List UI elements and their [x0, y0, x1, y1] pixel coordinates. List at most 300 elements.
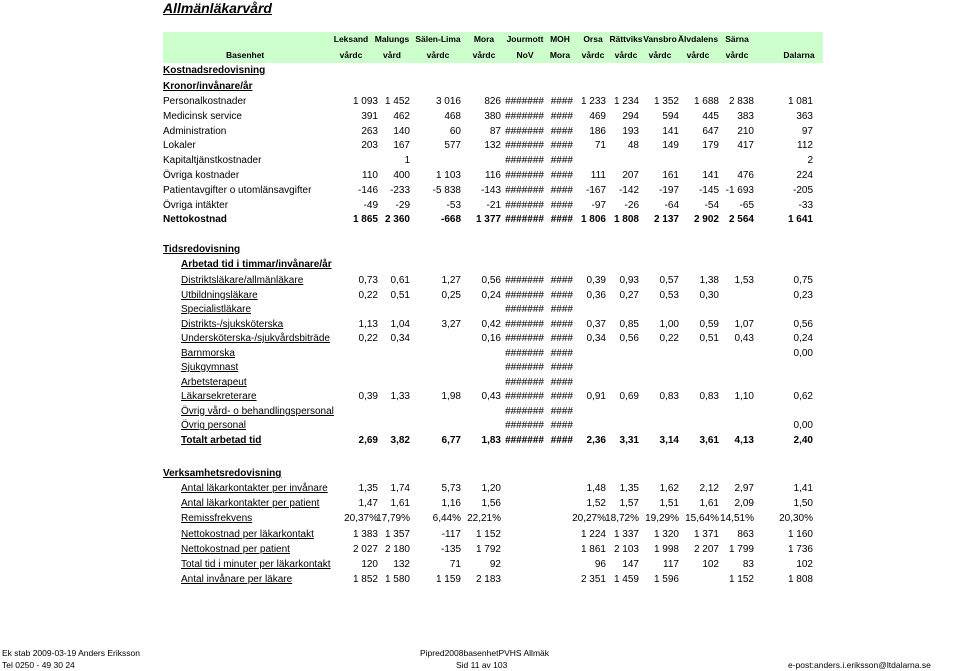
- table-cell: -117: [441, 528, 461, 540]
- row-label: Sjukgymnast: [181, 362, 239, 373]
- table-cell: 1,48: [586, 483, 606, 494]
- table-cell: 224: [796, 170, 813, 181]
- column-header: Vansbro: [643, 34, 677, 44]
- footer-phone: Tel 0250 - 49 30 24: [2, 660, 75, 670]
- table-cell: ####: [550, 155, 573, 167]
- table-cell: 20,27%: [572, 513, 606, 525]
- table-cell: 15,64%: [685, 513, 719, 525]
- table-cell: 110: [362, 170, 378, 181]
- column-subheader: Mora: [549, 50, 571, 60]
- table-cell: 1,07: [734, 318, 754, 330]
- row-label: Nettokostnad per läkarkontakt: [181, 528, 314, 540]
- table-cell: 1 377: [475, 214, 501, 226]
- table-cell: -5 838: [432, 184, 461, 196]
- table-cell: -49: [363, 199, 378, 211]
- table-cell: -135: [440, 543, 461, 555]
- table-cell: 2 838: [728, 96, 754, 107]
- column-header: Rättviks: [609, 34, 643, 44]
- table-cell: 1,62: [659, 483, 679, 494]
- kostnad-section-subtitle: Kronor/invånare/år: [163, 81, 253, 92]
- row-label: Lokaler: [163, 140, 196, 152]
- table-cell: -54: [704, 199, 719, 211]
- column-subheader: vårdc: [614, 50, 638, 60]
- table-cell: -142: [618, 184, 639, 196]
- footer-email: e-post:anders.i.eriksson@ltdalarna.se: [788, 660, 931, 670]
- table-cell: 1 808: [787, 574, 813, 586]
- column-subheader: Dalarna: [783, 50, 815, 60]
- table-cell: 1,61: [699, 498, 719, 510]
- column-header: MOH: [550, 34, 570, 44]
- row-label: Barnmorska: [181, 347, 235, 359]
- table-cell: 87: [489, 125, 501, 137]
- table-cell: ####: [550, 376, 573, 388]
- row-label: Läkarsekreterare: [181, 391, 257, 402]
- table-cell: 1 852: [352, 574, 378, 586]
- table-cell: 186: [589, 125, 606, 137]
- table-cell: 147: [622, 559, 639, 570]
- row-label: Personalkostnader: [163, 96, 247, 107]
- table-cell: 1 736: [787, 543, 813, 555]
- table-cell: #######: [505, 289, 544, 301]
- table-cell: 363: [796, 110, 813, 122]
- table-cell: -21: [486, 199, 501, 211]
- table-cell: ####: [550, 333, 573, 344]
- row-label: Medicinsk service: [163, 110, 242, 122]
- table-cell: 0,22: [358, 289, 378, 301]
- column-header: Älvdalens: [677, 34, 719, 44]
- table-cell: 3,61: [699, 434, 719, 446]
- table-cell: 294: [622, 110, 639, 122]
- table-cell: 1 459: [613, 574, 639, 586]
- table-cell: ####: [550, 140, 573, 152]
- table-cell: 1 234: [613, 96, 639, 107]
- column-header: Särna: [725, 34, 749, 44]
- table-cell: 0,43: [481, 391, 501, 402]
- table-cell: 96: [594, 559, 606, 570]
- table-cell: 0,39: [586, 275, 606, 286]
- table-cell: #######: [505, 140, 544, 152]
- table-cell: 1,61: [390, 498, 410, 510]
- table-cell: 0,51: [390, 289, 410, 301]
- table-cell: #######: [505, 170, 544, 181]
- table-cell: -97: [591, 199, 606, 211]
- table-cell: 2 207: [693, 543, 719, 555]
- footer-file: Pipred2008basenhetPVHS Allmäk: [420, 648, 549, 658]
- table-cell: 22,21%: [467, 513, 501, 525]
- column-subheader: vårdc: [725, 50, 749, 60]
- table-cell: 1,57: [619, 498, 639, 510]
- table-cell: #######: [505, 420, 544, 431]
- row-label: Antal invånare per läkare: [181, 574, 293, 586]
- table-cell: 48: [627, 140, 639, 152]
- table-cell: 263: [361, 125, 378, 137]
- row-label: Kapitaltjänstkostnader: [163, 155, 262, 167]
- table-cell: 1 224: [580, 528, 606, 540]
- table-cell: 0,91: [586, 391, 606, 402]
- table-cell: 149: [662, 140, 679, 152]
- tid-section-subtitle: Arbetad tid i timmar/invånare/år: [181, 259, 332, 270]
- table-cell: 1 861: [580, 543, 606, 555]
- table-cell: #######: [505, 155, 544, 167]
- row-label: Övrig vård- o behandlingspersonal: [181, 405, 334, 417]
- table-cell: 193: [622, 125, 639, 137]
- table-cell: 2 103: [613, 543, 639, 555]
- table-cell: 2,40: [793, 434, 813, 446]
- table-cell: 20,37%: [344, 513, 378, 525]
- table-cell: 3 016: [435, 96, 461, 107]
- table-cell: 417: [737, 140, 754, 152]
- row-label: Övriga intäkter: [163, 199, 229, 211]
- table-cell: 14,51%: [720, 513, 754, 525]
- column-subheader: vårdc: [648, 50, 672, 60]
- table-cell: 207: [622, 170, 639, 181]
- table-cell: 2 137: [653, 214, 679, 226]
- table-cell: 1,53: [734, 275, 754, 286]
- column-subheader: vårdc: [686, 50, 710, 60]
- table-cell: 1 865: [352, 214, 378, 226]
- row-label: Totalt arbetad tid: [181, 434, 262, 446]
- table-cell: 1 093: [352, 96, 378, 107]
- table-cell: 1 337: [613, 528, 639, 540]
- table-cell: 60: [449, 125, 461, 137]
- table-cell: 0,37: [586, 318, 606, 330]
- table-cell: 141: [702, 170, 719, 181]
- table-cell: 468: [444, 110, 461, 122]
- table-cell: 1 081: [787, 96, 813, 107]
- table-cell: 2: [807, 155, 813, 167]
- table-cell: 0,56: [619, 333, 639, 344]
- table-cell: 0,39: [358, 391, 378, 402]
- table-cell: 2,12: [699, 483, 719, 494]
- table-cell: 0,23: [793, 289, 813, 301]
- table-cell: 111: [590, 170, 606, 181]
- table-cell: 1 233: [580, 96, 606, 107]
- table-cell: #######: [505, 184, 544, 196]
- row-label: Antal läkarkontakter per invånare: [181, 483, 328, 494]
- column-header: Mora: [473, 34, 495, 44]
- table-cell: 1,98: [441, 391, 461, 402]
- table-cell: 1 452: [384, 96, 410, 107]
- table-cell: 1 383: [352, 528, 378, 540]
- table-cell: ####: [550, 391, 573, 402]
- table-cell: ####: [550, 289, 573, 301]
- tid-section-title: Tidsredovisning: [163, 244, 241, 255]
- table-cell: 2,69: [358, 434, 378, 446]
- table-cell: #######: [505, 347, 544, 359]
- table-cell: 0,30: [699, 289, 719, 301]
- table-cell: 0,59: [699, 318, 719, 330]
- table-cell: 1,04: [390, 318, 410, 330]
- column-subheader: vård: [383, 50, 401, 60]
- column-header: Orsa: [583, 34, 603, 44]
- table-cell: 117: [663, 559, 679, 570]
- table-cell: 0,43: [734, 333, 754, 344]
- row-label: Total tid i minuter per läkarkontakt: [181, 559, 331, 570]
- table-cell: 112: [797, 140, 813, 152]
- table-cell: 0,42: [481, 318, 501, 330]
- table-cell: 71: [449, 559, 461, 570]
- table-cell: 0,57: [659, 275, 679, 286]
- table-cell: 594: [662, 110, 679, 122]
- table-cell: 400: [393, 170, 410, 181]
- table-cell: 0,93: [619, 275, 639, 286]
- table-cell: 1 792: [475, 543, 501, 555]
- table-cell: 1: [404, 155, 410, 167]
- table-cell: 1 103: [435, 170, 461, 181]
- table-cell: 2 564: [728, 214, 754, 226]
- table-cell: -64: [664, 199, 679, 211]
- table-cell: 476: [737, 170, 754, 181]
- table-cell: #######: [505, 333, 544, 344]
- table-cell: 1 688: [693, 96, 719, 107]
- table-cell: 380: [484, 110, 501, 122]
- column-header: Malungs: [374, 34, 410, 44]
- verksamhet-section-title: Verksamhetsredovisning: [163, 468, 282, 479]
- table-cell: 2 180: [384, 543, 410, 555]
- row-label: Remissfrekvens: [181, 513, 253, 525]
- row-label: Arbetsterapeut: [181, 376, 247, 388]
- table-cell: #######: [505, 304, 544, 315]
- table-cell: 1,00: [659, 318, 679, 330]
- table-cell: #######: [505, 275, 544, 286]
- table-cell: 0,27: [619, 289, 639, 301]
- table-cell: ####: [550, 434, 573, 446]
- table-cell: -197: [658, 184, 679, 196]
- table-cell: #######: [505, 214, 544, 226]
- table-cell: 0,24: [481, 289, 501, 301]
- table-cell: 0,51: [699, 333, 719, 344]
- table-cell: 826: [484, 96, 501, 107]
- table-cell: #######: [505, 362, 544, 373]
- table-cell: 1,10: [734, 391, 754, 402]
- page-title: Allmänläkarvård: [163, 0, 272, 16]
- table-cell: 1,41: [793, 483, 813, 494]
- table-cell: 1,47: [358, 498, 378, 510]
- table-cell: 132: [484, 140, 501, 152]
- table-cell: 6,44%: [432, 513, 461, 525]
- table-cell: 0,53: [659, 289, 679, 301]
- row-label: Patientavgifter o utomlänsavgifter: [163, 184, 312, 196]
- table-cell: 383: [737, 110, 754, 122]
- table-cell: #######: [505, 110, 544, 122]
- table-cell: ####: [550, 214, 573, 226]
- table-cell: 462: [393, 110, 410, 122]
- row-label: Undersköterska-/sjukvårdsbiträde: [181, 333, 330, 344]
- table-cell: 0,34: [586, 333, 606, 344]
- column-subheader: NoV: [516, 50, 534, 60]
- table-cell: 0,69: [619, 391, 639, 402]
- basenhet-label: Basenhet: [226, 50, 265, 60]
- column-header: Leksand: [333, 34, 369, 44]
- table-cell: 1 152: [728, 574, 754, 586]
- table-cell: 0,34: [390, 333, 410, 344]
- row-label: Distriktsläkare/allmänläkare: [181, 275, 304, 286]
- column-subheader: vårdc: [426, 50, 450, 60]
- table-cell: 647: [702, 125, 719, 137]
- table-cell: -145: [698, 184, 719, 196]
- table-cell: #######: [505, 125, 544, 137]
- table-cell: 0,85: [619, 318, 639, 330]
- table-cell: 1 596: [653, 574, 679, 586]
- table-cell: 1,50: [793, 498, 813, 510]
- table-cell: -65: [739, 199, 754, 211]
- column-header: Sälen-Lima: [415, 34, 461, 44]
- table-cell: 141: [662, 125, 679, 137]
- row-label: Administration: [163, 125, 227, 137]
- table-cell: 0,00: [793, 420, 813, 431]
- table-cell: 1 160: [787, 528, 813, 540]
- table-cell: 4,13: [734, 434, 754, 446]
- table-cell: 1 371: [693, 528, 719, 540]
- table-cell: 1,74: [390, 483, 410, 494]
- table-cell: 102: [702, 559, 719, 570]
- row-label: Distrikts-/sjuksköterska: [181, 318, 284, 330]
- table-cell: #######: [505, 405, 544, 417]
- column-header: Jourmott: [506, 34, 544, 44]
- table-cell: -668: [440, 214, 461, 226]
- table-cell: 1 998: [653, 543, 679, 555]
- table-cell: 1,35: [619, 483, 639, 494]
- footer-page: Sid 11 av 103: [456, 660, 508, 670]
- table-cell: ####: [550, 405, 573, 417]
- table-cell: 2 027: [352, 543, 378, 555]
- column-subheader: vårdc: [339, 50, 363, 60]
- table-cell: #######: [505, 318, 544, 330]
- table-cell: 92: [489, 559, 501, 570]
- table-cell: 0,22: [659, 333, 679, 344]
- table-cell: 1,13: [358, 318, 378, 330]
- row-label: Övrig personal: [181, 420, 247, 431]
- table-cell: 1,56: [481, 498, 501, 510]
- table-cell: 1 806: [580, 214, 606, 226]
- table-cell: 1,27: [441, 275, 461, 286]
- table-cell: 1 580: [384, 574, 410, 586]
- table-cell: #######: [505, 376, 544, 388]
- table-cell: -143: [480, 184, 501, 196]
- row-label: Antal läkarkontakter per patient: [181, 498, 320, 510]
- table-cell: 2,97: [734, 483, 754, 494]
- table-cell: ####: [550, 347, 573, 359]
- table-cell: 1,38: [699, 275, 719, 286]
- table-cell: 863: [737, 528, 754, 540]
- table-cell: 203: [361, 140, 378, 152]
- table-cell: 0,61: [390, 275, 410, 286]
- row-label: Utbildningsläkare: [181, 289, 258, 301]
- table-cell: 120: [361, 559, 378, 570]
- table-cell: 179: [702, 140, 719, 152]
- table-cell: 2 351: [580, 574, 606, 586]
- table-cell: 102: [796, 559, 813, 570]
- table-cell: 19,29%: [645, 513, 679, 525]
- table-cell: 0,83: [659, 391, 679, 402]
- table-cell: 97: [801, 125, 813, 137]
- table-cell: 210: [737, 125, 754, 137]
- table-cell: -205: [792, 184, 813, 196]
- row-label: Specialistläkare: [181, 304, 252, 315]
- column-subheader: vårdc: [472, 50, 496, 60]
- footer-author: Ek stab 2009-03-19 Anders Eriksson: [2, 648, 140, 658]
- table-cell: ####: [550, 318, 573, 330]
- table-cell: #######: [505, 199, 544, 211]
- table-cell: 1,20: [481, 483, 501, 494]
- table-cell: ####: [550, 362, 573, 373]
- table-cell: 3,27: [441, 318, 461, 330]
- table-cell: -53: [446, 199, 461, 211]
- table-cell: ####: [550, 199, 573, 211]
- table-cell: 1 352: [653, 96, 679, 107]
- table-cell: 0,16: [481, 333, 501, 344]
- table-cell: 6,77: [441, 434, 461, 446]
- table-cell: 2 360: [384, 214, 410, 226]
- table-cell: ####: [550, 275, 573, 286]
- table-cell: 2 183: [475, 574, 501, 586]
- table-cell: 1,51: [659, 498, 679, 510]
- table-cell: 1,33: [390, 391, 410, 402]
- table-cell: -1 693: [725, 184, 754, 196]
- table-cell: 2 902: [693, 214, 719, 226]
- table-cell: ####: [550, 96, 573, 107]
- table-cell: ####: [550, 110, 573, 122]
- table-cell: 2,36: [586, 434, 606, 446]
- table-cell: -26: [624, 199, 639, 211]
- table-cell: 116: [485, 170, 501, 181]
- table-cell: 132: [393, 559, 410, 570]
- column-subheader: vårdc: [581, 50, 605, 60]
- table-cell: -29: [395, 199, 410, 211]
- table-cell: 1 357: [384, 528, 410, 540]
- table-cell: 1,16: [441, 498, 461, 510]
- table-cell: 0,25: [441, 289, 461, 301]
- table-cell: ####: [550, 170, 573, 181]
- table-cell: 18,72%: [605, 513, 639, 525]
- table-cell: ####: [550, 304, 573, 315]
- table-cell: -146: [357, 184, 378, 196]
- table-cell: 0,75: [793, 275, 813, 286]
- table-cell: 0,36: [586, 289, 606, 301]
- table-cell: 1,52: [586, 498, 606, 510]
- table-cell: #######: [505, 391, 544, 402]
- table-cell: 0,22: [358, 333, 378, 344]
- table-cell: 0,24: [793, 333, 813, 344]
- table-cell: 0,62: [793, 391, 813, 402]
- table-cell: -167: [585, 184, 606, 196]
- table-cell: -33: [798, 199, 813, 211]
- table-cell: ####: [550, 125, 573, 137]
- kostnad-section-title: Kostnadsredovisning: [163, 65, 266, 76]
- table-cell: 1,35: [358, 483, 378, 494]
- table-cell: 0,56: [481, 275, 501, 286]
- table-cell: 1 159: [435, 574, 461, 586]
- table-cell: 1 808: [613, 214, 639, 226]
- table-cell: -233: [389, 184, 410, 196]
- table-cell: 20,30%: [779, 513, 813, 525]
- table-cell: 1 320: [653, 528, 679, 540]
- table-cell: 1 152: [475, 528, 501, 540]
- table-cell: 140: [393, 125, 410, 137]
- table-cell: 391: [361, 110, 378, 122]
- table-cell: 5,73: [441, 483, 461, 494]
- table-cell: ####: [550, 420, 573, 431]
- table-cell: 83: [742, 559, 754, 570]
- table-cell: 17,79%: [376, 513, 410, 525]
- row-label: Övriga kostnader: [163, 170, 240, 181]
- table-cell: 3,14: [659, 434, 679, 446]
- table-cell: ####: [550, 184, 573, 196]
- table-cell: 167: [393, 140, 410, 152]
- table-cell: 0,83: [699, 391, 719, 402]
- table-cell: 469: [589, 110, 606, 122]
- table-cell: #######: [505, 96, 544, 107]
